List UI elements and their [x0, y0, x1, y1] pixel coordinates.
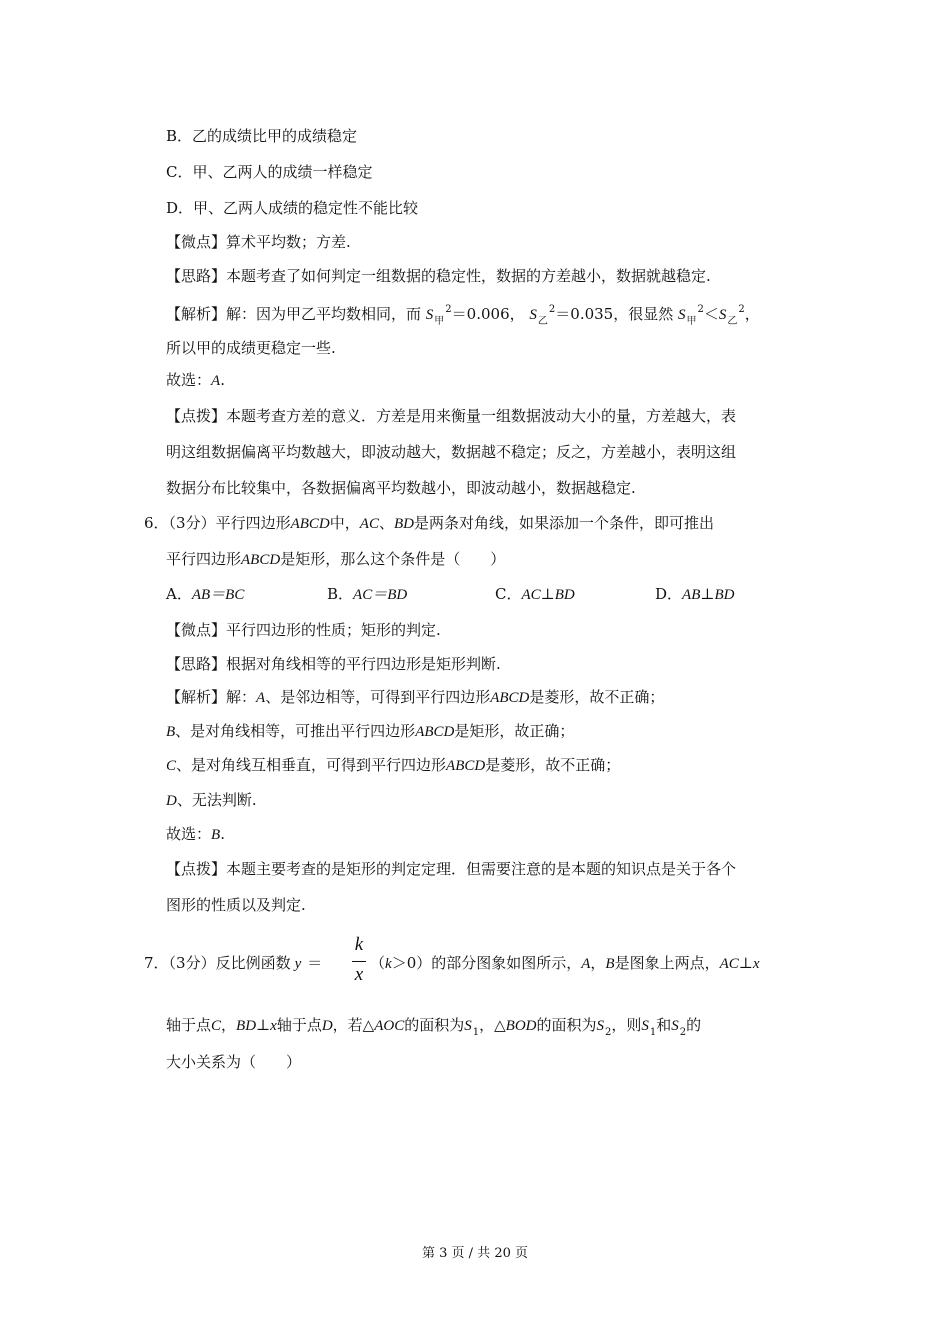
q6-jiexi-b: B、是对角线相等，可推出平行四边形ABCD是矩形，故正确； [166, 722, 575, 740]
q5-silu: 【思路】本题考查了如何判定一组数据的稳定性，数据的方差越小，数据就越稳定. [166, 267, 711, 285]
fraction-numerator: k [354, 934, 364, 955]
q6-stem-line1: 6．（3分）平行四边形ABCD中，AC、BD是两条对角线，如果添加一个条件，即可推出 [144, 514, 714, 532]
q7-stem-line1-left: 7．（3分）反比例函数 y ＝ [144, 954, 323, 972]
page-footer: 第 3 页 / 共 20 页 [422, 1246, 528, 1261]
q6-stem-line2: 平行四边形ABCD是矩形，那么这个条件是（ ） [166, 550, 506, 568]
q6-weidian: 【微点】平行四边形的性质；矩形的判定. [166, 621, 441, 639]
q6-option-a: A．AB＝BC [166, 585, 245, 603]
q5-option-c: C．甲、乙两人的成绩一样稳定 [166, 163, 373, 181]
q6-jiexi-c: C、是对角线互相垂直，可得到平行四边形ABCD是菱形，故不正确； [166, 756, 621, 774]
q6-option-c: C．AC⊥BD [495, 585, 575, 603]
q5-dianbo-3: 数据分布比较集中，各数据偏离平均数越小，即波动越小，数据越稳定. [166, 479, 636, 497]
q7-stem-line1-right: （k＞0）的部分图象如图所示，A，B是图象上两点，AC⊥x [370, 954, 760, 972]
q7-stem-line3: 大小关系为（ ） [166, 1053, 302, 1071]
q5-answer: 故选：A. [166, 371, 225, 389]
q7-stem-line2: 轴于点C，BD⊥x轴于点D，若△AOC的面积为$S_1$，△BOD的面积为$S_2$，则$S_1$和$S_2$的 [166, 1016, 702, 1038]
q5-dianbo-2: 明这组数据偏离平均数越大，即波动越大，数据越不稳定；反之，方差越小，表明这组 [166, 443, 737, 461]
q5-option-b: B．乙的成绩比甲的成绩稳定 [166, 127, 358, 145]
q6-silu: 【思路】根据对角线相等的平行四边形是矩形判断. [166, 655, 501, 673]
q5-jiexi: 【解析】解：因为甲乙平均数相同，而 $S_甲^2=0.006$， $S_乙^2=0.035$，很显然 $S_甲^2<S_乙^2$， [166, 304, 760, 327]
q6-jiexi-a: 【解析】解：A、是邻边相等，可得到平行四边形ABCD是菱形，故不正确； [166, 688, 665, 706]
q6-option-b: B．AC＝BD [327, 585, 408, 603]
q5-jiexi-line2: 所以甲的成绩更稳定一些. [166, 339, 336, 357]
q6-dianbo-2: 图形的性质以及判定. [166, 896, 306, 914]
q5-weidian: 【微点】算术平均数；方差. [166, 233, 351, 251]
q5-dianbo-1: 【点拨】本题考查方差的意义．方差是用来衡量一组数据波动大小的量，方差越大，表 [166, 407, 737, 425]
q5-option-d: D．甲、乙两人成绩的稳定性不能比较 [166, 199, 419, 217]
q7-fraction [352, 935, 366, 989]
q6-option-d: D．AB⊥BD [655, 585, 735, 603]
fraction-denominator: x [354, 964, 364, 985]
q6-answer: 故选：B. [166, 825, 225, 843]
fraction-bar [352, 961, 366, 962]
q6-jiexi-d: D、无法判断. [166, 791, 257, 809]
q6-dianbo-1: 【点拨】本题主要考查的是矩形的判定定理．但需要注意的是本题的知识点是关于各个 [166, 860, 737, 878]
